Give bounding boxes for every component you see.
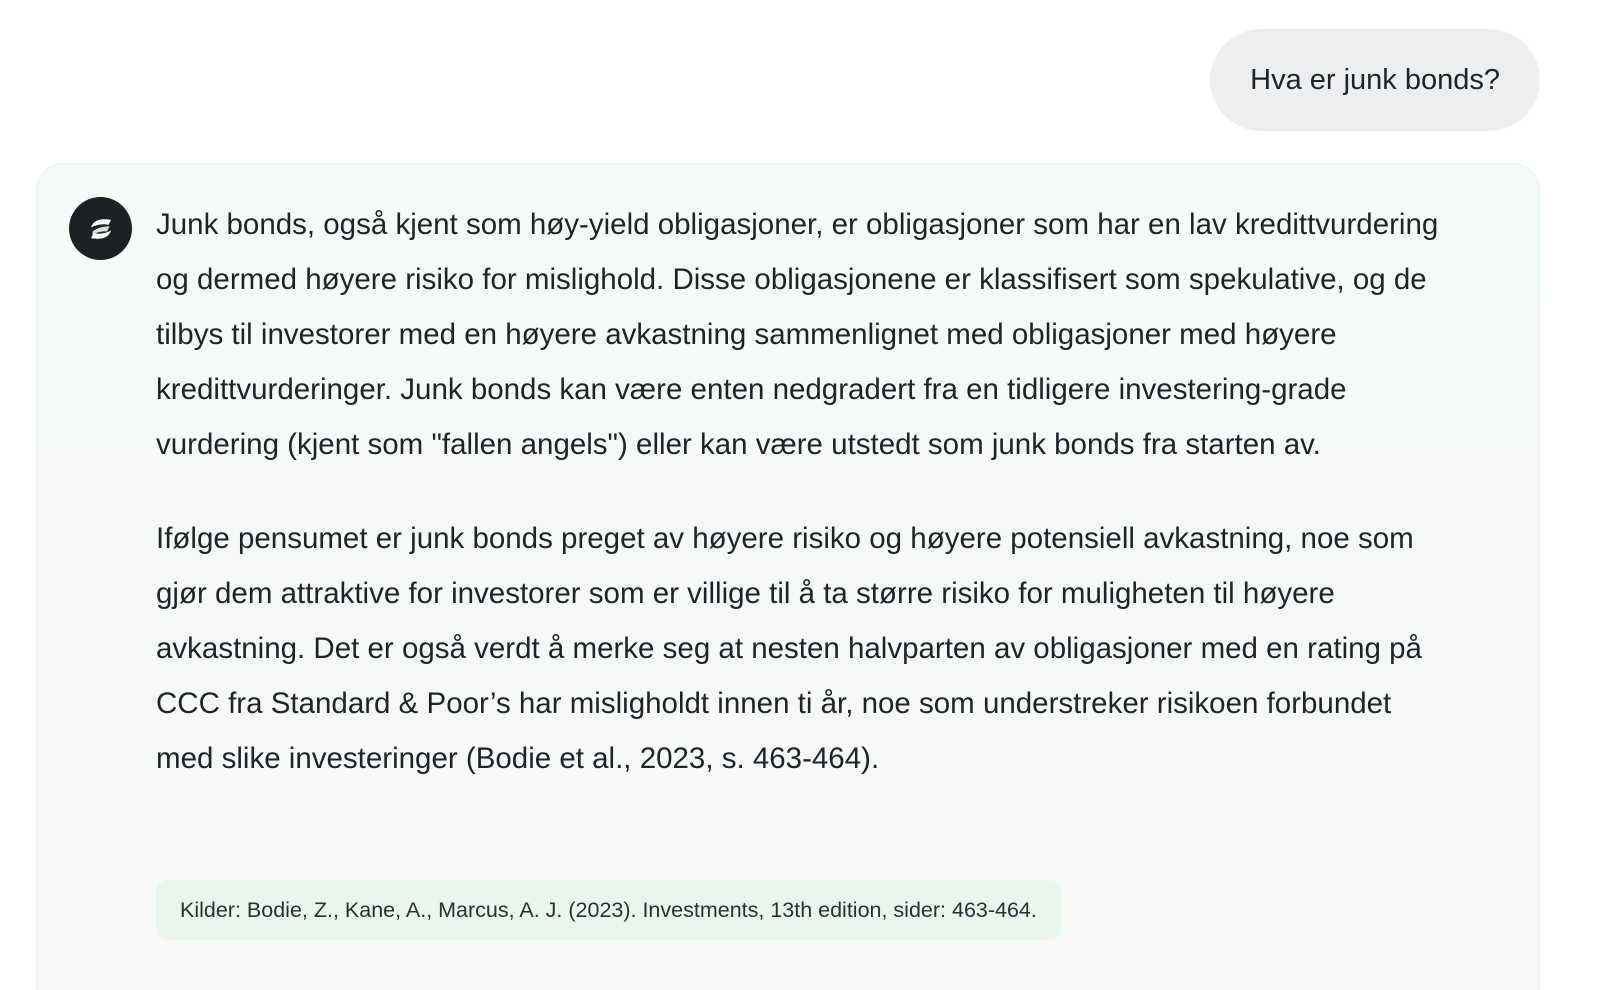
user-message-row	[1210, 29, 1540, 131]
assistant-message-content	[156, 197, 1446, 786]
answer-paragraph: Ifølge pensumet er junk bonds preget av høyere risiko og høyere potensiell avkastning, noe som gjør dem attraktive for investorer som er villige til å ta større risiko for muligheten til høyere avkastning. Det er også verdt å merke seg at nesten halvparten av obligasjoner med en rating på CCC fra Standard & Poor’s har misligholdt innen ti år, noe som understreker risikoen forbundet med slike investeringer (Bodie et al., 2023, s. 463-464).	[156, 522, 1422, 775]
assistant-message-card	[36, 163, 1540, 990]
assistant-avatar	[69, 197, 132, 260]
brand-logo-icon	[84, 212, 118, 246]
user-message-bubble: Hva er junk bonds?	[1210, 29, 1540, 131]
sources-citation: Kilder: Bodie, Z., Kane, A., Marcus, A. J. (2023). Investments, 13th edition, sider: 463-464.	[156, 880, 1061, 940]
answer-paragraph: Junk bonds, også kjent som høy-yield obligasjoner, er obligasjoner som har en lav kredittvurdering og dermed høyere risiko for mislighold. Disse obligasjonene er klassifisert som spekulative, og de tilbys til investorer med en høyere avkastning sammenlignet med obligasjoner med høyere kredittvurderinger. Junk bonds kan være enten nedgradert fra en tidligere investering-grade vurdering (kjent som "fallen angels") eller kan være utstedt som junk bonds fra starten av.	[156, 208, 1439, 461]
